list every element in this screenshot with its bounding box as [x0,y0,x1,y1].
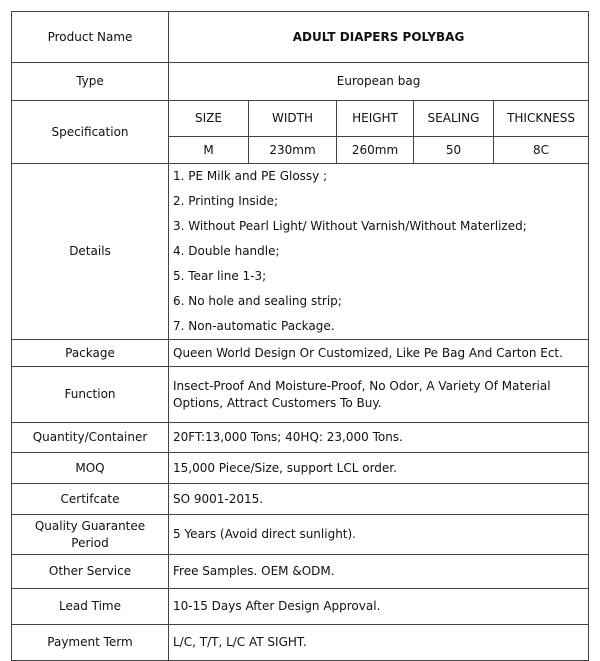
spec-value-thickness: 8C [494,137,589,164]
row-lead-time [12,589,589,625]
value-quality-guarantee: 5 Years (Avoid direct sunlight). [169,515,589,555]
row-certificate [12,484,589,515]
value-other-service: Free Samples. OEM &ODM. [169,555,589,589]
detail-item: 7. Non-automatic Package. [173,319,335,333]
detail-item: 3. Without Pearl Light/ Without Varnish/Without Materlized; [173,219,527,233]
label-quality-guarantee: Quality Guarantee Period [12,515,169,555]
row-product-name [12,12,589,63]
value-package: Queen World Design Or Customized, Like Pe Bag And Carton Ect. [169,340,589,367]
value-function: Insect-Proof And Moisture-Proof, No Odor, A Variety Of Material Options, Attract Customers To Buy. [169,367,589,423]
value-type: European bag [169,63,589,101]
label-function: Function [12,367,169,423]
row-type [12,63,589,101]
row-function [12,367,589,423]
label-certificate: Certifcate [12,484,169,515]
label-payment-term: Payment Term [12,625,169,661]
detail-item: 2. Printing Inside; [173,194,279,208]
row-quality-guarantee [12,515,589,555]
label-product-name: Product Name [12,12,169,63]
label-details: Details [12,164,169,340]
row-payment-term [12,625,589,661]
spec-value-size: M [169,137,249,164]
spec-header-thickness: THICKNESS [494,101,589,137]
detail-item: 6. No hole and sealing strip; [173,294,342,308]
label-other-service: Other Service [12,555,169,589]
label-package: Package [12,340,169,367]
row-other-service [12,555,589,589]
product-spec-table [11,11,589,661]
spec-header-size: SIZE [169,101,249,137]
value-quantity-container: 20FT:13,000 Tons; 40HQ: 23,000 Tons. [169,423,589,453]
value-certificate: SO 9001-2015. [169,484,589,515]
spec-value-width: 230mm [249,137,337,164]
row-package [12,340,589,367]
label-quantity-container: Quantity/Container [12,423,169,453]
label-specification: Specification [12,101,169,164]
spec-header-sealing: SEALING [414,101,494,137]
detail-item: 5. Tear line 1-3; [173,269,267,283]
row-details [12,164,589,340]
spec-value-height: 260mm [337,137,414,164]
row-quantity-container [12,423,589,453]
value-lead-time: 10-15 Days After Design Approval. [169,589,589,625]
spec-header-height: HEIGHT [337,101,414,137]
row-moq [12,453,589,484]
label-lead-time: Lead Time [12,589,169,625]
detail-item: 4. Double handle; [173,244,280,258]
spec-header-width: WIDTH [249,101,337,137]
value-product-name: ADULT DIAPERS POLYBAG [169,12,589,63]
details-list [169,164,589,340]
value-moq: 15,000 Piece/Size, support LCL order. [169,453,589,484]
label-type: Type [12,63,169,101]
detail-item: 1. PE Milk and PE Glossy ; [173,169,328,183]
spec-value-sealing: 50 [414,137,494,164]
label-moq: MOQ [12,453,169,484]
row-specification-headers [12,101,589,137]
value-payment-term: L/C, T/T, L/C AT SIGHT. [169,625,589,661]
